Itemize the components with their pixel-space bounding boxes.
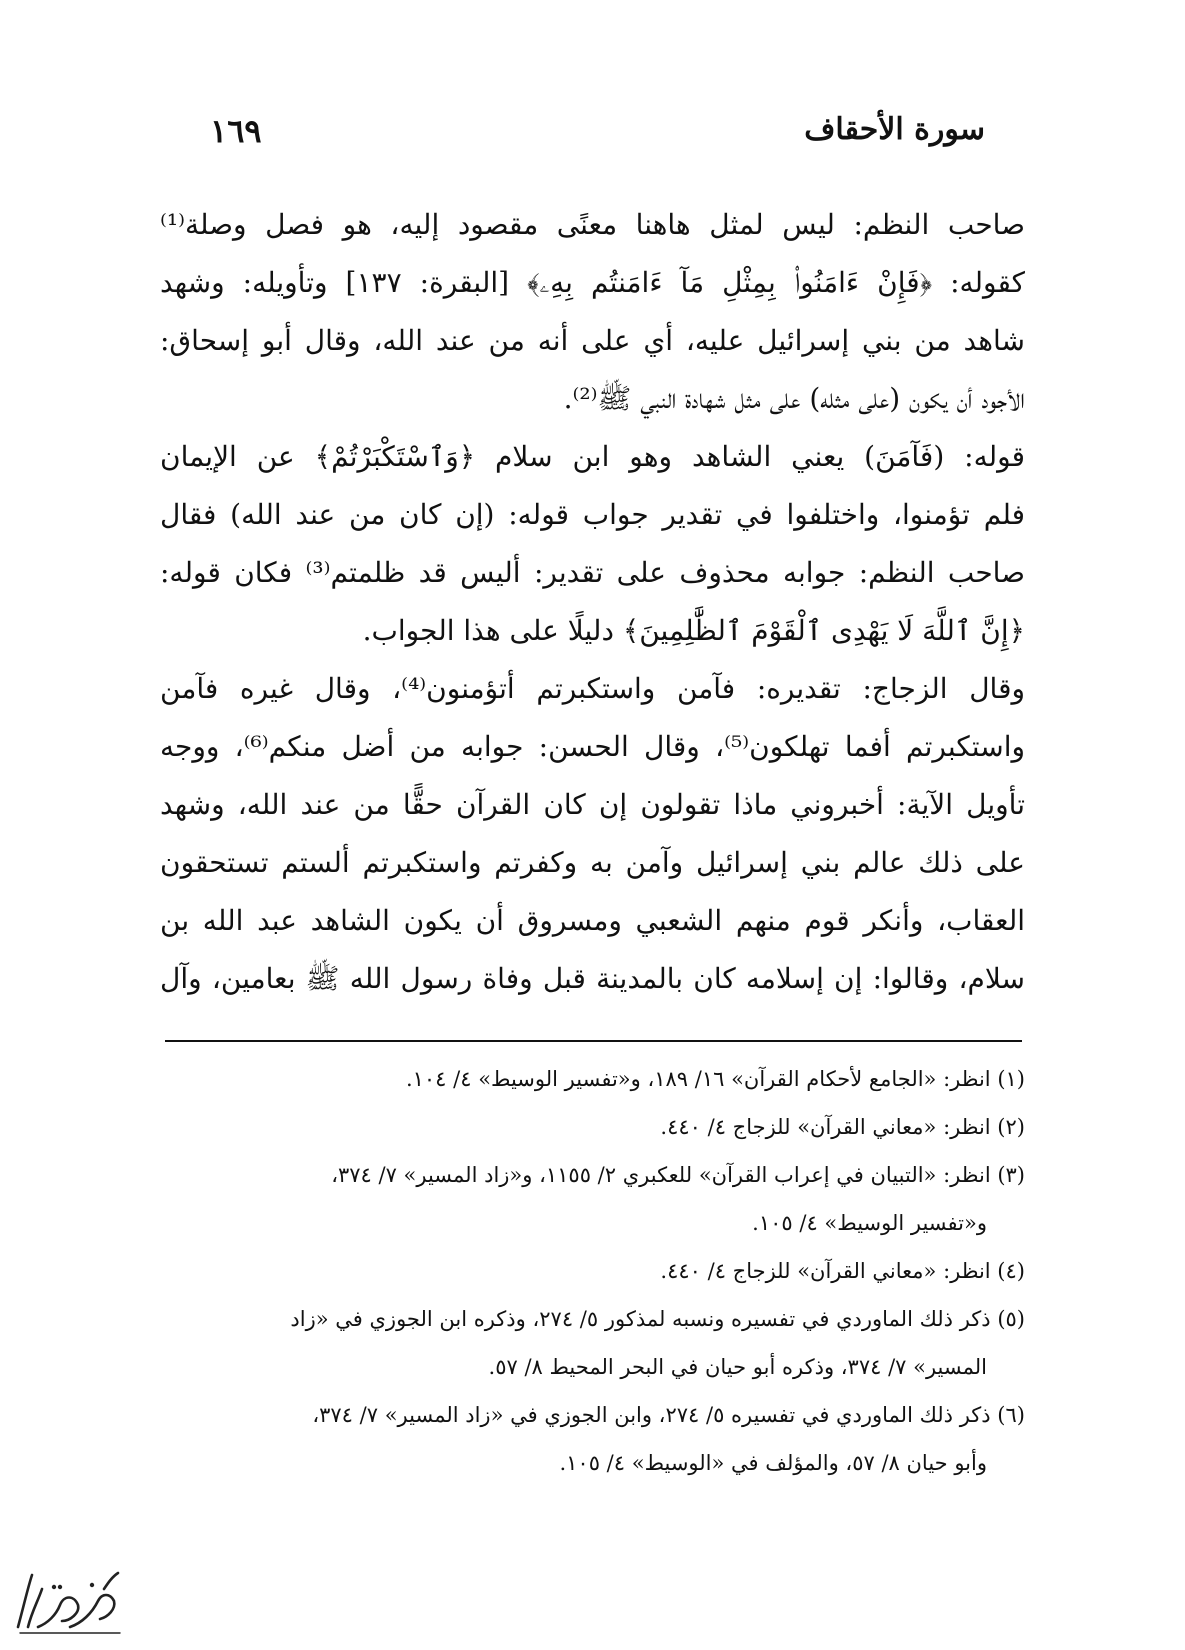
page-header (210, 112, 985, 158)
text-line: وقال الزجاج: تقديره: فآمن واستكبرتم أتؤمنون⁽⁴⁾، وقال غيره فآمن (160, 672, 1025, 705)
footnote-divider (165, 1040, 1022, 1042)
surah-title: سورة الأحقاف (804, 112, 985, 147)
footnote-line: (٦) ذكر ذلك الماوردي في تفسيره ٥/ ٢٧٤، وابن الجوزي في «زاد المسير» ٧/ ٣٧٤، (312, 1403, 1025, 1427)
text-line: سلام، وقالوا: إن إسلامه كان بالمدينة قبل وفاة رسول الله ﷺ بعامين، وآل (160, 962, 1025, 995)
text-line: شاهد من بني إسرائيل عليه، أي على أنه من عند الله، وقال أبو إسحاق: (160, 324, 1025, 357)
text-line: صاحب النظم: ليس لمثل هاهنا معنًى مقصود إليه، هو فصل وصلة⁽¹⁾ (160, 208, 1025, 241)
footnote-line: (١) انظر: «الجامع لأحكام القرآن» ١٦/ ١٨٩، و«تفسير الوسيط» ٤/ ١٠٤. (405, 1067, 1025, 1091)
text-line: واستكبرتم أفما تهلكون⁽⁵⁾، وقال الحسن: جوابه من أضل منكم⁽⁶⁾، ووجه (160, 730, 1025, 763)
text-line: الأجود أن يكون (على مثله) على مثل شهادة النبي ﷺ⁽²⁾. (563, 382, 1025, 415)
footnote-line: وأبو حيان ٨/ ٥٧، والمؤلف في «الوسيط» ٤/ ١٠٥. (559, 1451, 987, 1475)
footnote-line: (٥) ذكر ذلك الماوردي في تفسيره ونسبه لمذكور ٥/ ٢٧٤، وذكره ابن الجوزي في «زاد (290, 1307, 1025, 1331)
text-line: تأويل الآية: أخبروني ماذا تقولون إن كان القرآن حقًّا من عند الله، وشهد (160, 788, 1025, 821)
footnote-line: (٣) انظر: «التبيان في إعراب القرآن» للعكبري ٢/ ١١٥٥، و«زاد المسير» ٧/ ٣٧٤، (331, 1163, 1025, 1187)
footnote-line: و«تفسير الوسيط» ٤/ ١٠٥. (752, 1211, 987, 1235)
text-line: على ذلك عالم بني إسرائيل وآمن به وكفرتم واستكبرتم ألستم تستحقون (160, 846, 1025, 879)
text-line: كقوله: ﴿فَإِنْ ءَامَنُوا۟ بِمِثْلِ مَآ ءَامَنتُم بِهِۦ﴾ [البقرة: ١٣٧] وتأويله: وشهد (160, 266, 1025, 299)
text-line: صاحب النظم: جوابه محذوف على تقدير: أليس قد ظلمتم⁽³⁾ فكان قوله: (160, 556, 1025, 589)
publisher-logo (8, 1565, 128, 1643)
main-text (160, 196, 1025, 1008)
text-line: ﴿إِنَّ ٱللَّهَ لَا يَهْدِى ٱلْقَوْمَ ٱلظَّٰلِمِينَ﴾ دليلًا على هذا الجواب. (362, 614, 1025, 647)
footnote-line: (٢) انظر: «معاني القرآن» للزجاج ٤/ ٤٤٠. (660, 1115, 1025, 1139)
text-line: العقاب، وأنكر قوم منهم الشعبي ومسروق أن يكون الشاهد عبد الله بن (160, 904, 1025, 937)
footnotes (160, 1055, 1025, 1487)
footnote-line: (٤) انظر: «معاني القرآن» للزجاج ٤/ ٤٤٠. (660, 1259, 1025, 1283)
text-line: فلم تؤمنوا، واختلفوا في تقدير جواب قوله: (إن كان من عند الله) فقال (160, 498, 1025, 531)
footnote-line: المسير» ٧/ ٣٧٤، وذكره أبو حيان في البحر المحيط ٨/ ٥٧. (488, 1355, 987, 1379)
text-line: قوله: (فَآمَنَ) يعني الشاهد وهو ابن سلام ﴿وَٱسْتَكْبَرْتُمْ﴾ عن الإيمان (160, 440, 1025, 473)
page-number: ١٦٩ (210, 112, 262, 150)
